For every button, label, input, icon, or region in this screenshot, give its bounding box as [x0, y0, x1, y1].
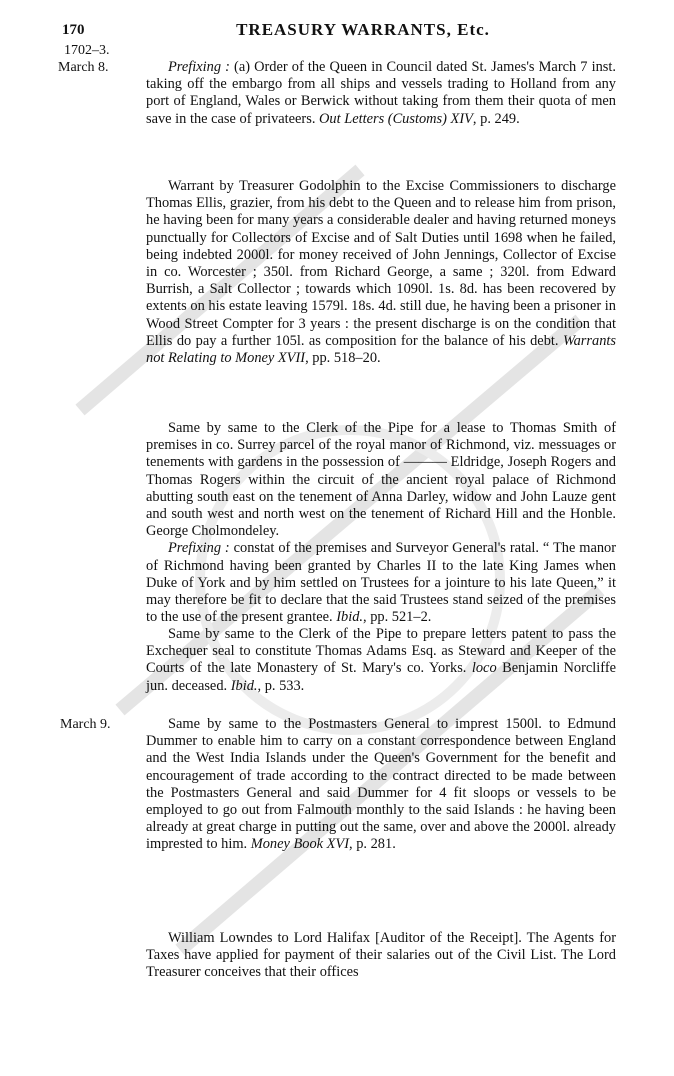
entry-reference: Money Book XVI	[250, 836, 350, 853]
entry-body: Same by same to the Clerk of the Pipe for a lease to Thomas Smith of premises in co. Surrey parcel of the royal manor of Richmond, viz. messuages or tenements with gardens in the possession of ——— Eldridge, Joseph Rogers and Thomas Rogers within the circuit of the ancient royal palace of Richmond abutting south east on the tenement of Anna Darley, widow and John Lauze gent and south west and north west on the tenement of Richard Hill and the Honble. George Cholmondeley.	[146, 420, 616, 540]
entry-lead: Prefixing :	[168, 59, 230, 75]
entry-reference-tail: , pp. 521–2.	[363, 609, 432, 626]
entry-postmasters-general	[146, 716, 616, 854]
entry-warrant-thomas-ellis	[146, 178, 616, 367]
entry-thomas-adams	[146, 626, 616, 695]
entry-reference: Ibid.	[230, 677, 258, 694]
entry-italic-word: loco	[471, 660, 497, 677]
entry-body: Same by same to the Clerk of the Pipe to prepare letters patent to pass the Exchequer seal to constitute Thomas Adams Esq. as Steward and Keeper of the Courts of the late Monastery of St. Mary's co. Yorks.	[146, 626, 616, 677]
page-number: 170	[62, 22, 85, 38]
entry-reference: Warrants not Relating to Money XVII	[146, 332, 616, 367]
running-head: TREASURY WARRANTS, Etc.	[236, 20, 490, 39]
entry-reference: Ibid.	[336, 609, 363, 626]
entry-body: constat of the premises and Surveyor General's ratal. “ The manor of Richmond having been granted by Charles II to the late King James when Duke of York and by him settled on Trustees for a jointure to his late Queen,” it may therefore be fit to declare that the said Trustees stand seized of the premises to the use of the present grantee.	[146, 540, 617, 626]
entry-body: (a) Order of the Queen in Council dated St. James's March 7 inst. taking off the embargo from all ships and vessels trading to Holland from any port of England, Wales or Berwick without taking from them their quota of men save in the case of privateers.	[146, 59, 616, 127]
entry-prefixing-embargo	[146, 59, 616, 128]
entry-reference-tail: , p. 533.	[257, 677, 305, 694]
entry-body: Warrant by Treasurer Godolphin to the Excise Commissioners to discharge Thomas Ellis, grazier, from his debt to the Queen and to release him from prison, he having been for many years a considerable dealer and having returned moneys punctually for Collectors of Excise and of Salt Duties until 1698 when he failed, being indebted 2000l. for money received of John Jennings, Collector of Excise in co. Worcester ; 350l. from Richard George, a same ; 320l. from Edward Burrish, a Salt Collector ; towards which 1090l. 1s. 8d. has been recovered by extents on his estate leaving 1579l. 18s. 4d. still due, he having been a prisoner in Wood Street Compter for 3 years : the present discharge is on the condition that Ellis do pay a further 105l. as composition for the balance of his debt.	[146, 178, 616, 349]
entry-reference: Out Letters (Customs) XIV	[319, 110, 473, 127]
entry-body-continued: Benjamin Norcliffe jun. deceased.	[146, 660, 617, 694]
entry-lease-thomas-smith	[146, 420, 616, 626]
entry-reference-tail: , pp. 518–20.	[305, 350, 381, 367]
entry-body: William Lowndes to Lord Halifax [Auditor of the Receipt]. The Agents for Taxes have applied for payment of their salaries out of the Civil List. The Lord Treasurer conceives that their offices	[146, 930, 616, 981]
entry-body: Same by same to the Postmasters General to imprest 1500l. to Edmund Dummer to enable him to carry on a constant correspondence between England and the West India Islands under the Queen's Government for the benefit and encouragement of trade according to the contract directed to be made between the Postmasters General and said Dummer for 4 fit sloops or vessels to be employed to go out from Falmouth monthly to the said Islands : he having been already at great charge in putting out the same, over and above the 2000l. already imprested to him.	[146, 716, 616, 853]
margin-date-march-9: March 9.	[60, 717, 111, 732]
margin-year: 1702–3.	[64, 43, 110, 58]
entry-reference-tail: , p. 281.	[349, 836, 396, 853]
entry-lead: Prefixing :	[168, 540, 230, 557]
margin-date-march-8: March 8.	[58, 60, 109, 75]
entry-reference-tail: , p. 249.	[472, 110, 520, 127]
entry-william-lowndes	[146, 930, 616, 982]
